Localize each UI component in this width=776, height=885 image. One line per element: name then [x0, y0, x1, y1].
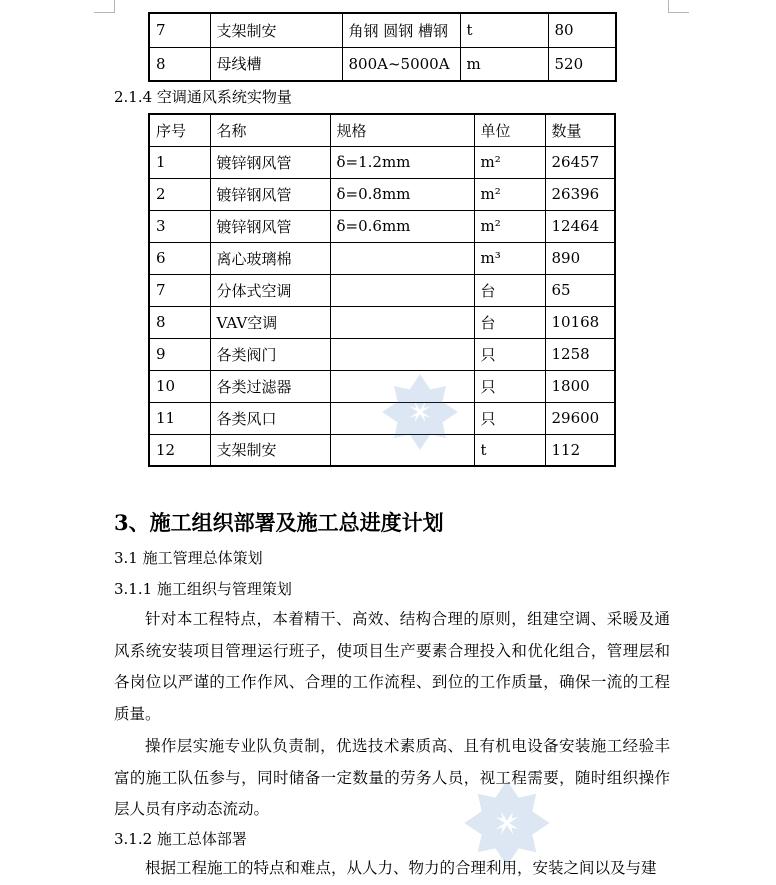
- cell-spec: 角钢 圆钢 槽钢: [342, 13, 460, 47]
- crop-mark-top-left: [94, 0, 115, 13]
- cell-qty: 65: [545, 274, 615, 306]
- cell-no: 2: [149, 178, 210, 210]
- cell-unit: t: [460, 13, 548, 47]
- cell-unit: 台: [474, 306, 545, 338]
- crop-mark-top-right: [668, 0, 689, 13]
- section-heading-3-1-1: 3.1.1 施工组织与管理策划: [114, 580, 292, 598]
- cell-unit: 台: [474, 274, 545, 306]
- table-row: [149, 146, 615, 178]
- section-heading-2-1-4: 2.1.4 空调通风系统实物量: [114, 88, 292, 106]
- table-row: [149, 306, 615, 338]
- table-row: [149, 338, 615, 370]
- section-heading-3-1: 3.1 施工管理总体策划: [114, 549, 263, 567]
- table-row: [149, 47, 616, 81]
- cell-no: 6: [149, 242, 210, 274]
- cell-unit: 只: [474, 370, 545, 402]
- table-row: [149, 274, 615, 306]
- table-header-row: [149, 114, 615, 146]
- cell-name: 各类阀门: [210, 338, 330, 370]
- cell-spec: [330, 338, 474, 370]
- cell-name: 支架制安: [210, 13, 342, 47]
- table-row: [149, 242, 615, 274]
- cell-no: 7: [149, 274, 210, 306]
- cell-qty: 1258: [545, 338, 615, 370]
- cell-qty: 29600: [545, 402, 615, 434]
- header-name: 名称: [210, 114, 330, 146]
- cell-unit: m³: [474, 242, 545, 274]
- paragraph-organization: 针对本工程特点，本着精干、高效、结构合理的原则，组建空调、采暖及通风系统安装项目管理运行班子，使项目生产要素合理投入和优化组合，管理层和各岗位以严谨的工作作风、合理的工作流程、到位的工作质量，确保一流的工程质量。: [114, 610, 670, 723]
- cell-spec: [330, 306, 474, 338]
- cell-unit: m²: [474, 146, 545, 178]
- cell-qty: 12464: [545, 210, 615, 242]
- cell-spec: 800A~5000A: [342, 47, 460, 81]
- cell-name: 镀锌钢风管: [210, 146, 330, 178]
- cell-no: 12: [149, 434, 210, 466]
- cell-name: 各类过滤器: [210, 370, 330, 402]
- cell-no: 1: [149, 146, 210, 178]
- cell-no: 3: [149, 210, 210, 242]
- cell-qty: 520: [548, 47, 616, 81]
- paragraph-deployment: 根据工程施工的特点和难点，从人力、物力的合理利用，安装之间以及与建: [145, 859, 657, 877]
- cell-unit: m: [460, 47, 548, 81]
- cell-name: 各类风口: [210, 402, 330, 434]
- header-unit: 单位: [474, 114, 545, 146]
- cell-qty: 112: [545, 434, 615, 466]
- cell-name: 支架制安: [210, 434, 330, 466]
- cell-no: 10: [149, 370, 210, 402]
- header-no: 序号: [149, 114, 210, 146]
- cell-spec: [330, 242, 474, 274]
- cell-qty: 10168: [545, 306, 615, 338]
- header-qty: 数量: [545, 114, 615, 146]
- cell-name: 母线槽: [210, 47, 342, 81]
- cell-unit: 只: [474, 402, 545, 434]
- cell-unit: m²: [474, 178, 545, 210]
- header-spec: 规格: [330, 114, 474, 146]
- cell-qty: 26396: [545, 178, 615, 210]
- cell-unit: t: [474, 434, 545, 466]
- cell-qty: 1800: [545, 370, 615, 402]
- cell-no: 8: [149, 306, 210, 338]
- cell-no: 8: [149, 47, 210, 81]
- materials-table-continued: [148, 12, 617, 82]
- cell-qty: 890: [545, 242, 615, 274]
- paragraph-operations: 操作层实施专业队负责制，优选技术素质高、且有机电设备安装施工经验丰富的施工队伍参与，同时储备一定数量的劳务人员，视工程需要，随时组织操作层人员有序动态流动。: [114, 737, 670, 818]
- cell-name: 分体式空调: [210, 274, 330, 306]
- table-row: [149, 210, 615, 242]
- cell-name: 镀锌钢风管: [210, 210, 330, 242]
- cell-name: 镀锌钢风管: [210, 178, 330, 210]
- cell-unit: 只: [474, 338, 545, 370]
- cell-spec: δ=0.8mm: [330, 178, 474, 210]
- cell-qty: 26457: [545, 146, 615, 178]
- table-row: [149, 178, 615, 210]
- cell-name: VAV空调: [210, 306, 330, 338]
- cell-unit: m²: [474, 210, 545, 242]
- section-heading-3-1-2: 3.1.2 施工总体部署: [114, 830, 247, 848]
- cell-no: 7: [149, 13, 210, 47]
- cell-spec: δ=1.2mm: [330, 146, 474, 178]
- cell-name: 离心玻璃棉: [210, 242, 330, 274]
- chapter-heading-3: 3、施工组织部署及施工总进度计划: [114, 510, 444, 535]
- watermark-logo-icon: [380, 372, 460, 452]
- cell-qty: 80: [548, 13, 616, 47]
- cell-no: 9: [149, 338, 210, 370]
- table-row: [149, 13, 616, 47]
- cell-spec: δ=0.6mm: [330, 210, 474, 242]
- cell-spec: [330, 274, 474, 306]
- cell-no: 11: [149, 402, 210, 434]
